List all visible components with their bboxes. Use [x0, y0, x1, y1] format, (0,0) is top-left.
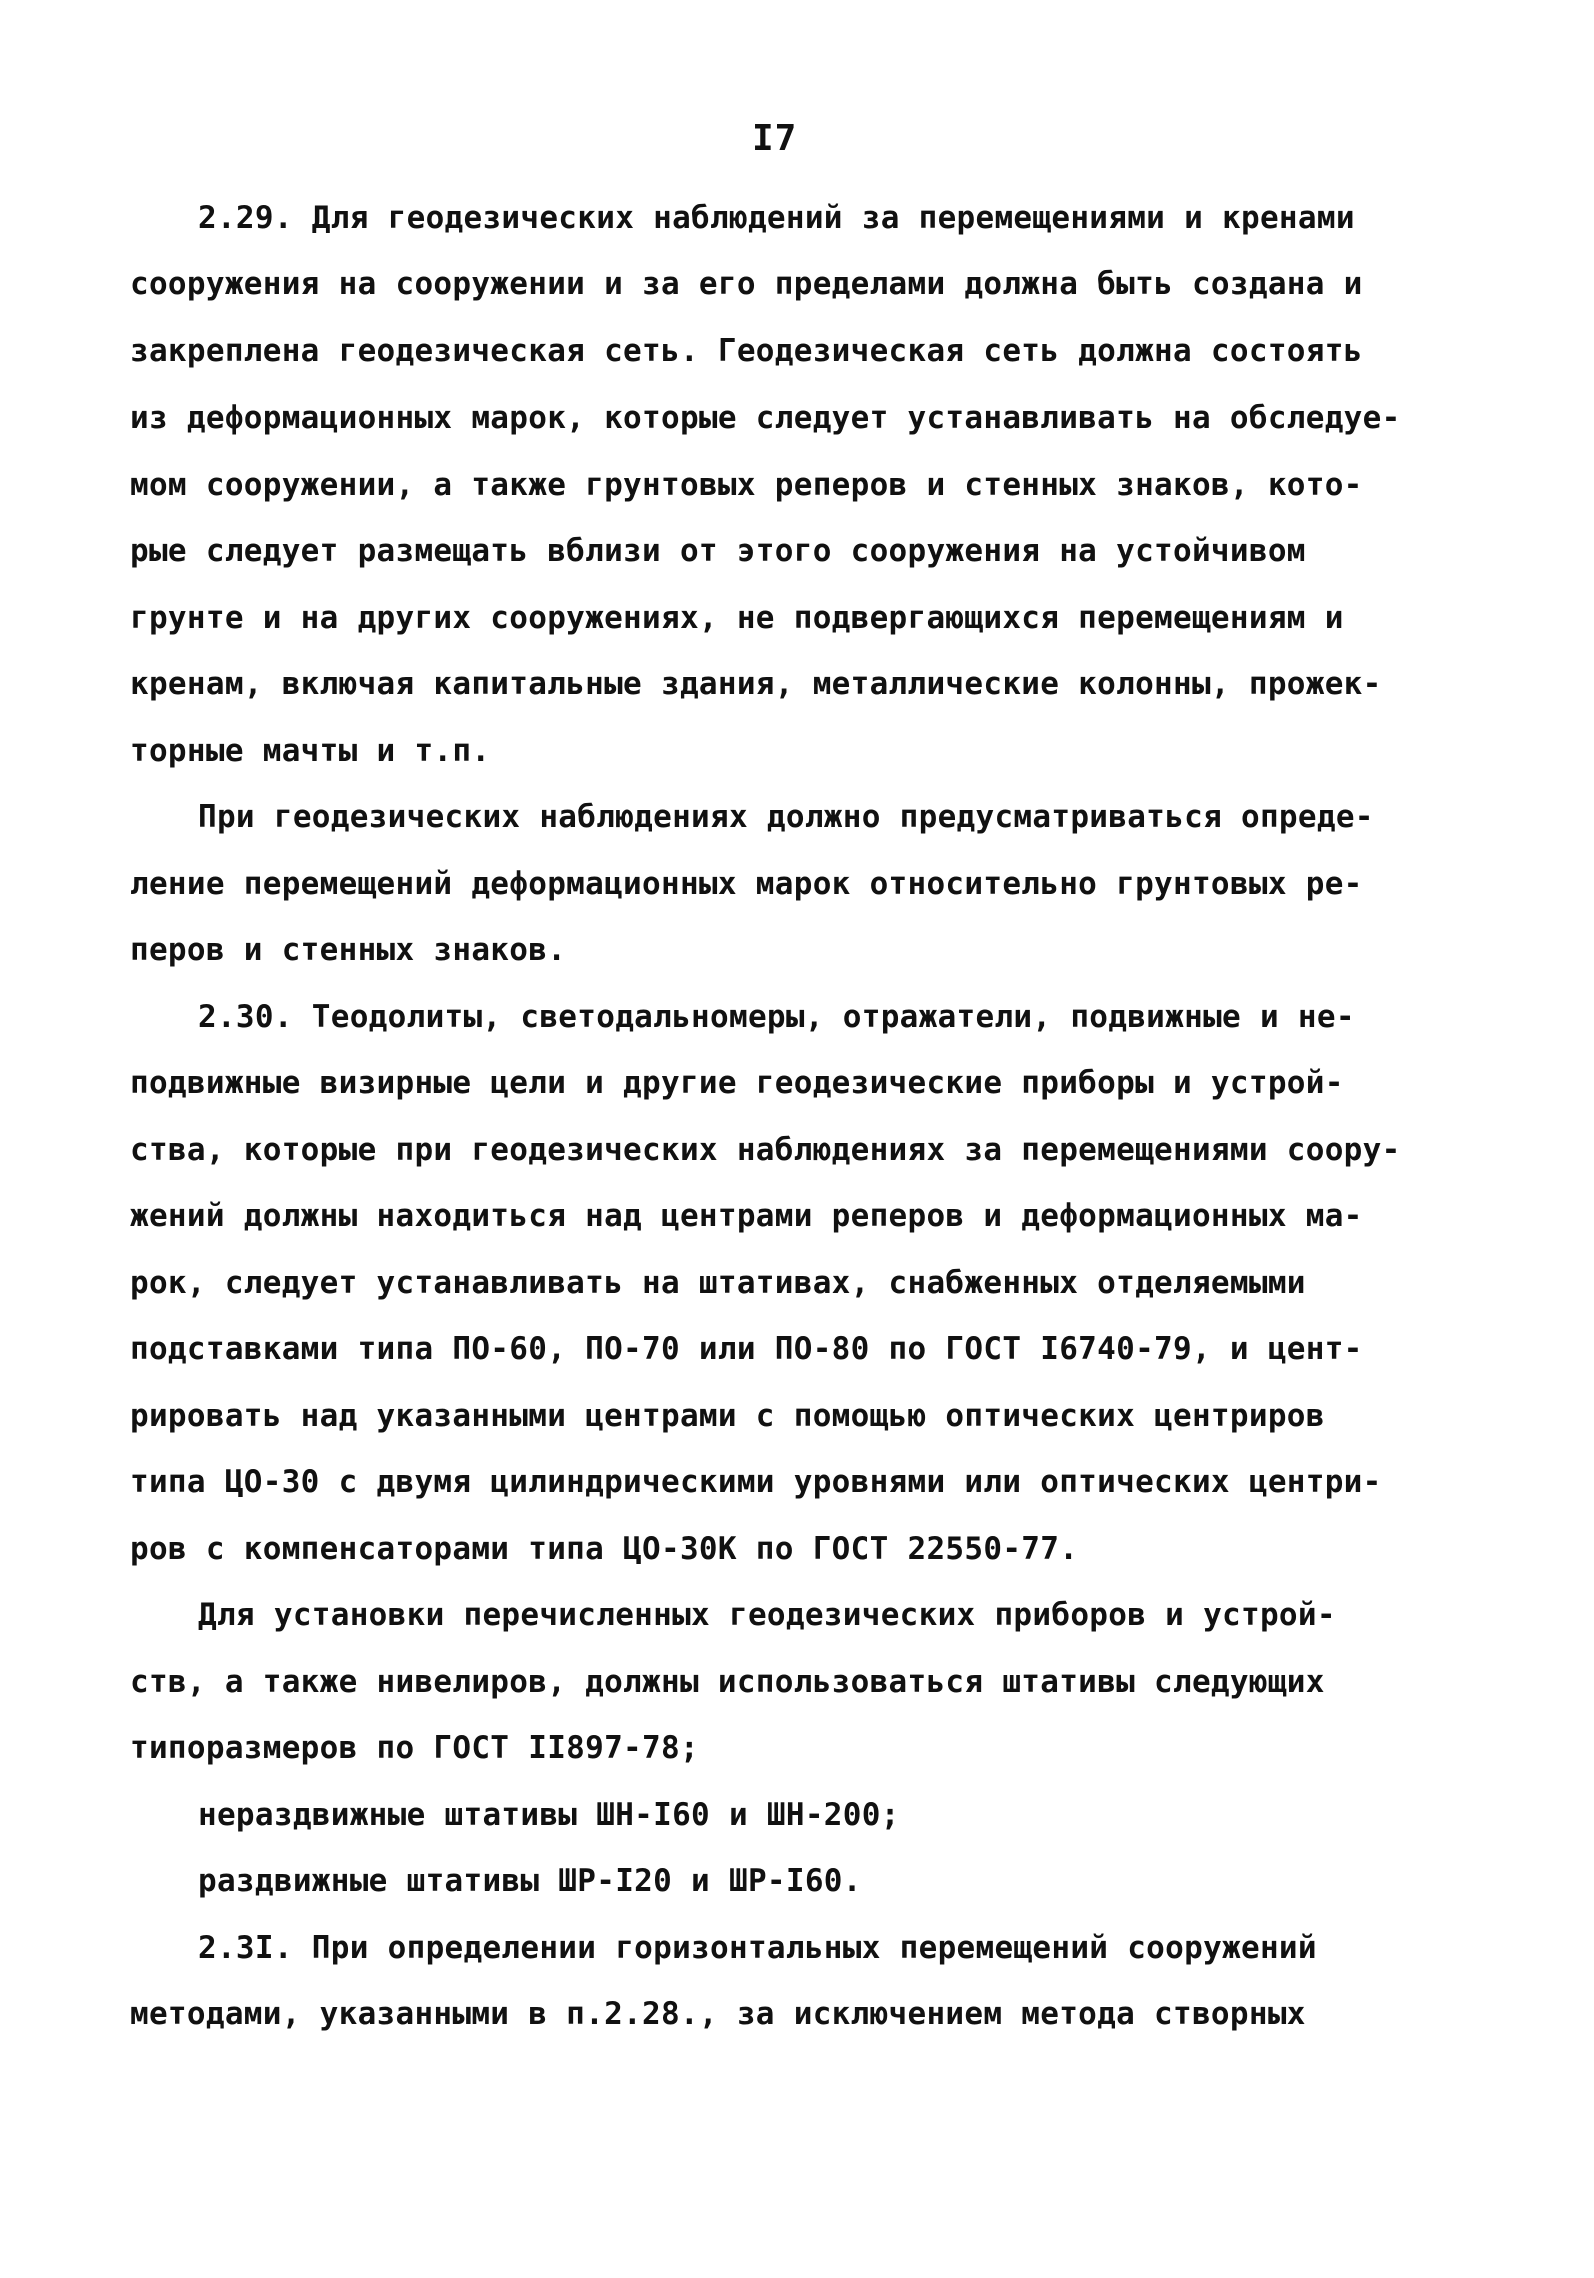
- text-line: закреплена геодезическая сеть. Геодезическая сеть должна состоять: [130, 333, 1363, 369]
- text-line: типоразмеров по ГОСТ II897-78;: [130, 1730, 699, 1766]
- text-line: 2.3I. При определении горизонтальных перемещений сооружений: [198, 1930, 1317, 1966]
- text-line: рые следует размещать вблизи от этого сооружения на устойчивом: [130, 533, 1306, 569]
- text-line: ление перемещений деформационных марок относительно грунтовых ре-: [130, 866, 1363, 902]
- text-line: мом сооружении, а также грунтовых реперов и стенных знаков, кото-: [130, 467, 1363, 503]
- text-line: Для установки перечисленных геодезических приборов и устрой-: [198, 1597, 1336, 1633]
- text-line: 2.29. Для геодезических наблюдений за перемещениями и кренами: [198, 200, 1355, 236]
- text-line: подставками типа ПО-60, ПО-70 или ПО-80 по ГОСТ I6740-79, и цент-: [130, 1331, 1363, 1367]
- text-line: жений должны находиться над центрами реперов и деформационных ма-: [130, 1198, 1363, 1234]
- text-line: ства, которые при геодезических наблюдениях за перемещениями соору-: [130, 1132, 1401, 1168]
- text-line: ств, а также нивелиров, должны использоваться штативы следующих: [130, 1664, 1325, 1700]
- text-line: из деформационных марок, которые следует устанавливать на обследуе-: [130, 400, 1401, 436]
- text-line: методами, указанными в п.2.28., за исключением метода створных: [130, 1996, 1306, 2032]
- text-line: сооружения на сооружении и за его пределами должна быть создана и: [130, 266, 1363, 302]
- text-line: рировать над указанными центрами с помощью оптических центриров: [130, 1398, 1325, 1434]
- text-line: торные мачты и т.п.: [130, 733, 491, 769]
- text-line: типа ЦО-30 с двумя цилиндрическими уровнями или оптических центри-: [130, 1464, 1382, 1500]
- text-line: При геодезических наблюдениях должно предусматриваться опреде-: [198, 799, 1374, 835]
- text-line: нераздвижные штативы ШН-I60 и ШН-200;: [198, 1797, 900, 1833]
- page-number: I7: [752, 118, 798, 159]
- text-line: подвижные визирные цели и другие геодезические приборы и устрой-: [130, 1065, 1344, 1101]
- text-line: грунте и на других сооружениях, не подвергающихся перемещениям и: [130, 600, 1344, 636]
- text-line: перов и стенных знаков.: [130, 932, 567, 968]
- text-line: раздвижные штативы ШР-I20 и ШР-I60.: [198, 1863, 862, 1899]
- text-line: 2.30. Теодолиты, светодальномеры, отражатели, подвижные и не-: [198, 999, 1355, 1035]
- text-line: рок, следует устанавливать на штативах, снабженных отделяемыми: [130, 1265, 1306, 1301]
- text-line: кренам, включая капитальные здания, металлические колонны, прожек-: [130, 666, 1382, 702]
- text-line: ров с компенсаторами типа ЦО-30К по ГОСТ 22550-77.: [130, 1531, 1079, 1567]
